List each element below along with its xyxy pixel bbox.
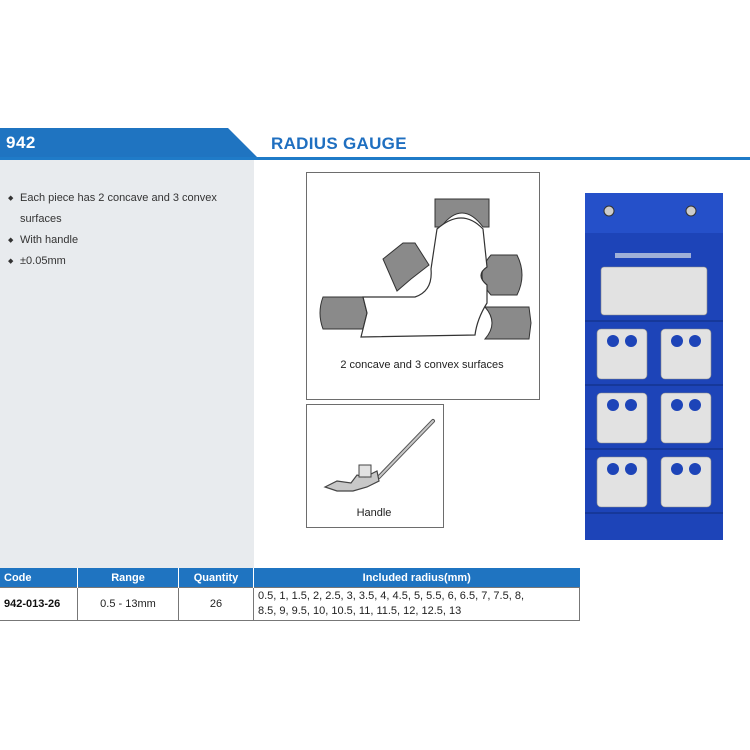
table-header-row [0,568,580,588]
cell-radius [254,588,580,621]
radius-line: 0.5, 1, 1.5, 2, 2.5, 3, 3.5, 4, 4.5, 5, 5.5, 6, 6.5, 7, 7.5, 8, [258,590,525,602]
product-photo [585,193,723,540]
header-tab [0,128,258,158]
surfaces-caption: 2 concave and 3 convex surfaces [340,359,504,371]
product-title: RADIUS GAUGE [271,134,407,153]
feature-list [8,188,248,272]
handle-illustration [307,405,443,505]
col-range: Range [78,568,179,588]
feature-item: ◆ Each piece has 2 concave and 3 convex surfaces [8,188,248,230]
col-quantity: Quantity [179,568,254,588]
feature-item: ◆ ±0.05mm [8,251,248,272]
col-radius: Included radius(mm) [254,568,580,588]
col-code: Code [0,568,78,588]
product-code: 942 [6,133,36,152]
handle-caption: Handle [356,507,392,519]
cell-code: 942-013-26 [0,588,78,621]
cell-quantity: 26 [179,588,254,621]
table-row [0,588,580,621]
spec-table [0,568,580,621]
radius-line: 8.5, 9, 9.5, 10, 10.5, 11, 11.5, 12, 12.5, 13 [258,605,462,617]
feature-item: ◆ With handle [8,230,248,251]
cell-range: 0.5 - 13mm [78,588,179,621]
surfaces-illustration [307,173,539,353]
